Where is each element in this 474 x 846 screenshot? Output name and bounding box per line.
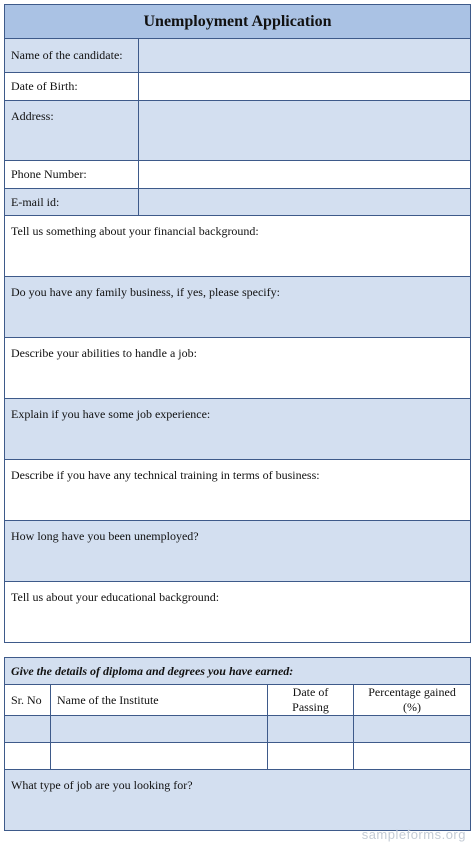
col-date-of-passing: Date of Passing [268,685,354,716]
name-label: Name of the candidate: [5,39,139,73]
question-experience-label: Explain if you have some job experience: [5,399,471,460]
cell-date-of-passing[interactable] [268,716,354,743]
application-form [4,4,470,831]
question-job-type[interactable] [5,770,471,831]
cell-sr-no[interactable] [5,743,51,770]
personal-details-table [4,4,471,643]
question-financial[interactable] [5,216,471,277]
phone-row [5,161,471,189]
phone-field[interactable] [139,161,471,189]
name-field[interactable] [139,39,471,73]
address-label: Address: [5,101,139,161]
form-title: Unemployment Application [5,5,471,39]
cell-percentage[interactable] [354,743,471,770]
dob-row [5,73,471,101]
address-field[interactable] [139,101,471,161]
question-family-business[interactable] [5,277,471,338]
dob-field[interactable] [139,73,471,101]
question-abilities-label: Describe your abilities to handle a job: [5,338,471,399]
diploma-heading-row [5,658,471,685]
question-experience[interactable] [5,399,471,460]
question-education[interactable] [5,582,471,643]
watermark: sampleforms.org [361,827,466,842]
question-education-label: Tell us about your educational background: [5,582,471,643]
dob-label: Date of Birth: [5,73,139,101]
question-abilities[interactable] [5,338,471,399]
question-unemployed-duration-label: How long have you been unemployed? [5,521,471,582]
email-field[interactable] [139,189,471,216]
cell-institute[interactable] [51,716,268,743]
title-row [5,5,471,39]
col-sr-no: Sr. No [5,685,51,716]
col-percentage: Percentage gained (%) [354,685,471,716]
name-row [5,39,471,73]
question-financial-label: Tell us something about your financial background: [5,216,471,277]
diploma-table [4,657,471,831]
section-gap [4,643,470,657]
table-row [5,743,471,770]
cell-date-of-passing[interactable] [268,743,354,770]
cell-sr-no[interactable] [5,716,51,743]
address-row [5,101,471,161]
email-label: E-mail id: [5,189,139,216]
diploma-header-row [5,685,471,716]
table-row [5,716,471,743]
question-technical-training[interactable] [5,460,471,521]
cell-institute[interactable] [51,743,268,770]
phone-label: Phone Number: [5,161,139,189]
cell-percentage[interactable] [354,716,471,743]
question-unemployed-duration[interactable] [5,521,471,582]
col-institute: Name of the Institute [51,685,268,716]
diploma-heading: Give the details of diploma and degrees you have earned: [5,658,471,685]
question-family-business-label: Do you have any family business, if yes, please specify: [5,277,471,338]
question-technical-training-label: Describe if you have any technical training in terms of business: [5,460,471,521]
email-row [5,189,471,216]
question-job-type-label: What type of job are you looking for? [5,770,471,831]
